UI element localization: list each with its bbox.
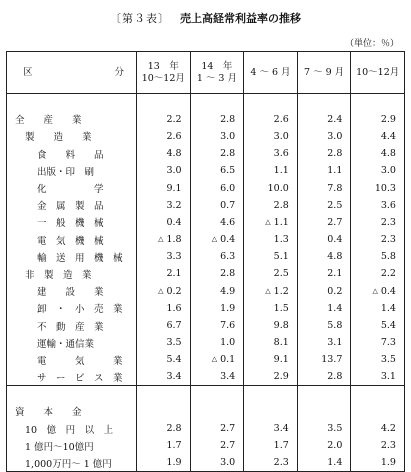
value-cell: △ 1.8: [137, 231, 191, 248]
value-cell: 9.1: [244, 351, 298, 368]
row-label: 1 億円〜10億円: [7, 437, 137, 454]
value-cell: 2.1: [297, 265, 351, 282]
value-cell: 2.2: [137, 111, 191, 128]
row-label: 1,000万円〜 1 億円: [7, 454, 137, 471]
negative-marker: △: [372, 286, 378, 295]
value-cell: 2.9: [351, 111, 405, 128]
negative-marker: △: [211, 235, 218, 244]
ratio-table: [6, 51, 405, 472]
value-cell: 3.5: [351, 351, 405, 368]
row-label: 化 学: [7, 179, 137, 196]
value-cell: 3.3: [137, 248, 191, 265]
value-cell: 1.9: [351, 454, 405, 471]
value-cell: 1.7: [244, 437, 298, 454]
value-cell: 7.6: [190, 317, 244, 334]
spacer-row: [7, 386, 405, 403]
value-cell: 1.1: [244, 162, 298, 179]
value-cell: 10.3: [351, 179, 405, 196]
value-cell: 3.6: [351, 197, 405, 214]
value-cell: 1.9: [190, 300, 244, 317]
header-period: 4 〜 6 月: [244, 52, 298, 94]
table-row: [7, 403, 405, 420]
value-cell: 1.0: [190, 334, 244, 351]
row-label: 一 般 機 械: [7, 214, 137, 231]
value-cell: 4.8: [297, 248, 351, 265]
value-cell: 4.6: [190, 214, 244, 231]
table-row: [7, 179, 405, 196]
value-cell: [190, 403, 244, 420]
value-cell: 3.4: [244, 420, 298, 437]
value-cell: 2.5: [297, 197, 351, 214]
value-cell: 3.0: [190, 454, 244, 471]
value-cell: 6.5: [190, 162, 244, 179]
value-cell: [297, 403, 351, 420]
value-cell: 2.3: [244, 454, 298, 471]
value-cell: [244, 403, 298, 420]
value-cell: △ 0.2: [137, 283, 191, 300]
table-row: [7, 265, 405, 282]
value-cell: 3.4: [190, 369, 244, 386]
value-cell: 2.8: [297, 145, 351, 162]
value-cell: 1.7: [137, 437, 191, 454]
value-cell: 1.4: [297, 300, 351, 317]
value-cell: 7.3: [351, 334, 405, 351]
value-cell: 5.1: [244, 248, 298, 265]
table-row: [7, 437, 405, 454]
value-cell: 4.8: [351, 145, 405, 162]
value-cell: 9.8: [244, 317, 298, 334]
value-cell: 1.6: [137, 300, 191, 317]
value-cell: 0.4: [137, 214, 191, 231]
value-cell: 3.0: [137, 162, 191, 179]
value-cell: 2.8: [190, 145, 244, 162]
value-cell: 8.1: [244, 334, 298, 351]
header-period: 13 年 10〜12月: [137, 52, 191, 94]
header-category: [7, 52, 137, 94]
value-cell: 4.4: [351, 128, 405, 145]
table-row: [7, 197, 405, 214]
table-row: [7, 214, 405, 231]
value-cell: △ 0.1: [190, 351, 244, 368]
table-row: [7, 369, 405, 386]
negative-marker: △: [265, 286, 271, 295]
table-row: [7, 300, 405, 317]
table-row: [7, 128, 405, 145]
value-cell: 4.8: [137, 145, 191, 162]
row-label: 10 億 円 以 上: [7, 420, 137, 437]
value-cell: 1.4: [351, 300, 405, 317]
value-cell: 2.6: [244, 111, 298, 128]
table-heading: 売上高経常利益率の推移: [180, 12, 301, 25]
value-cell: 10.0: [244, 179, 298, 196]
value-cell: 2.6: [137, 128, 191, 145]
value-cell: 6.0: [190, 179, 244, 196]
table-row: [7, 351, 405, 368]
row-label: 非 製 造 業: [7, 265, 137, 282]
value-cell: [137, 403, 191, 420]
value-cell: 0.4: [297, 231, 351, 248]
value-cell: 2.7: [190, 420, 244, 437]
row-label: 出版・印 刷: [7, 162, 137, 179]
value-cell: 2.1: [137, 265, 191, 282]
value-cell: 4.9: [190, 283, 244, 300]
value-cell: 5.4: [137, 351, 191, 368]
value-cell: 2.7: [297, 214, 351, 231]
value-cell: 2.0: [297, 437, 351, 454]
row-label: 運輸・通信業: [7, 334, 137, 351]
table-row: [7, 231, 405, 248]
value-cell: 3.0: [244, 128, 298, 145]
value-cell: 2.3: [351, 437, 405, 454]
value-cell: 2.5: [244, 265, 298, 282]
value-cell: 1.9: [137, 454, 191, 471]
value-cell: 2.3: [351, 214, 405, 231]
value-cell: 2.8: [190, 111, 244, 128]
header-period: 10〜12月: [351, 52, 405, 94]
value-cell: 3.1: [297, 334, 351, 351]
row-label: 卸 ・ 小 売 業: [7, 300, 137, 317]
table-row: [7, 334, 405, 351]
value-cell: △ 0.4: [190, 231, 244, 248]
value-cell: 2.2: [351, 265, 405, 282]
value-cell: 2.8: [297, 369, 351, 386]
value-cell: 3.0: [297, 128, 351, 145]
table-title: [0, 10, 411, 26]
value-cell: 2.7: [190, 437, 244, 454]
value-cell: 3.5: [137, 334, 191, 351]
row-label: 建 設 業: [7, 283, 137, 300]
table-row: [7, 111, 405, 128]
value-cell: 2.3: [351, 231, 405, 248]
value-cell: 3.0: [190, 128, 244, 145]
value-cell: 3.6: [244, 145, 298, 162]
value-cell: 6.3: [190, 248, 244, 265]
table-number: 〔第３表〕: [110, 12, 170, 25]
value-cell: 5.4: [351, 317, 405, 334]
negative-marker: △: [158, 235, 164, 244]
value-cell: 0.7: [190, 197, 244, 214]
table-row: [7, 248, 405, 265]
row-label: 金 属 製 品: [7, 197, 137, 214]
value-cell: 3.0: [351, 162, 405, 179]
value-cell: 6.7: [137, 317, 191, 334]
value-cell: 2.9: [244, 369, 298, 386]
value-cell: △ 1.1: [244, 214, 298, 231]
header-row: [7, 52, 405, 94]
row-label: 食 料 品: [7, 145, 137, 162]
value-cell: 9.1: [137, 179, 191, 196]
unit-label: （単位：％）: [344, 39, 399, 49]
header-category-right: 分: [114, 66, 124, 78]
row-label: 全 産 業: [7, 111, 137, 128]
value-cell: [351, 403, 405, 420]
value-cell: 1.1: [297, 162, 351, 179]
row-label: 不 動 産 業: [7, 317, 137, 334]
value-cell: 13.7: [297, 351, 351, 368]
row-label: 電 気 機 械: [7, 231, 137, 248]
table-row: [7, 283, 405, 300]
value-cell: 2.8: [190, 265, 244, 282]
row-label: 電 気 業: [7, 351, 137, 368]
value-cell: 0.2: [297, 283, 351, 300]
value-cell: △ 0.4: [351, 283, 405, 300]
row-label: 輸 送 用 機 械: [7, 248, 137, 265]
value-cell: 2.4: [297, 111, 351, 128]
value-cell: 4.2: [351, 420, 405, 437]
header-category-left: 区: [23, 66, 33, 78]
value-cell: 3.2: [137, 197, 191, 214]
value-cell: 3.5: [297, 420, 351, 437]
table-row: [7, 162, 405, 179]
value-cell: 2.8: [137, 420, 191, 437]
row-label: サ ー ビ ス 業: [7, 369, 137, 386]
header-period: 14 年 1 〜 3 月: [190, 52, 244, 94]
header-period: 7 〜 9 月: [297, 52, 351, 94]
spacer-row: [7, 94, 405, 111]
value-cell: 1.3: [244, 231, 298, 248]
value-cell: 2.8: [244, 197, 298, 214]
table-row: [7, 454, 405, 471]
negative-marker: △: [158, 286, 164, 295]
value-cell: 1.4: [297, 454, 351, 471]
value-cell: 5.8: [297, 317, 351, 334]
value-cell: 5.8: [351, 248, 405, 265]
value-cell: △ 1.2: [244, 283, 298, 300]
value-cell: 7.8: [297, 179, 351, 196]
table-row: [7, 317, 405, 334]
negative-marker: △: [265, 217, 271, 226]
negative-marker: △: [211, 355, 218, 364]
row-label: 製 造 業: [7, 128, 137, 145]
value-cell: 3.1: [351, 369, 405, 386]
row-label: 資 本 金: [7, 403, 137, 420]
value-cell: 1.5: [244, 300, 298, 317]
value-cell: 3.4: [137, 369, 191, 386]
table-row: [7, 145, 405, 162]
table-row: [7, 420, 405, 437]
